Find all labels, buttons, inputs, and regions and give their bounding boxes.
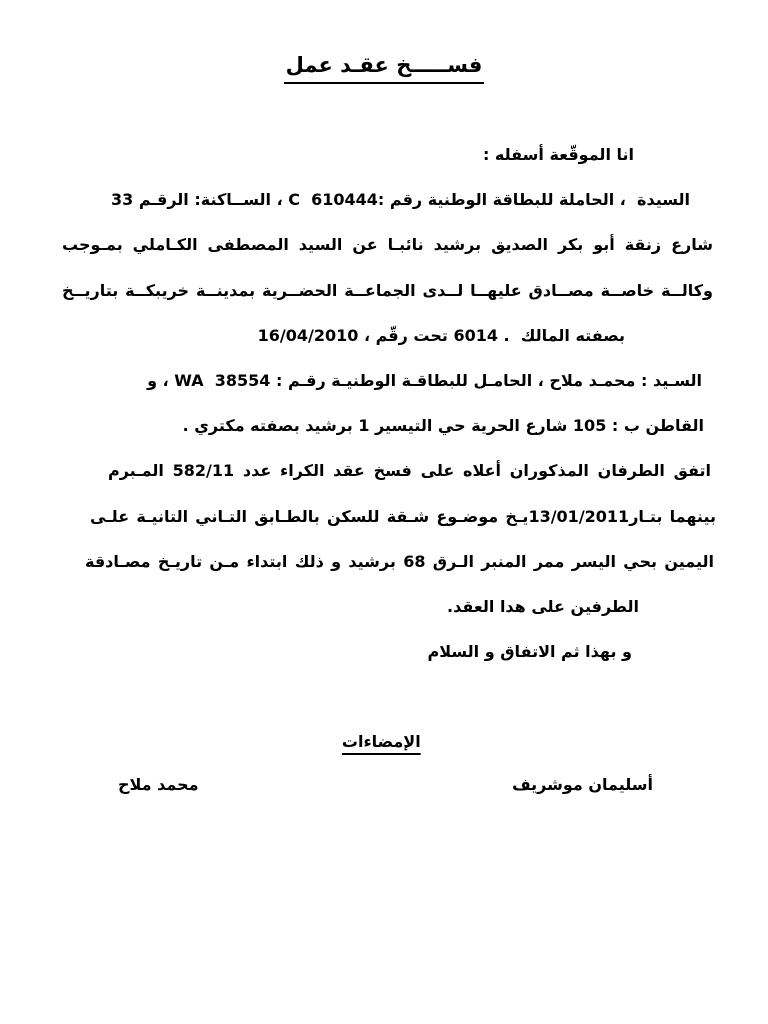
- document-title: [0, 53, 768, 84]
- tenant-paragraph-line-2: القاطن ب : 105 شارع الحرية حي التيسير 1 برشيد بصفته مكتري .: [182, 416, 704, 436]
- signatures-row: [0, 762, 768, 807]
- document-title-text: فســـــخ عقـد عمل: [284, 53, 485, 84]
- signature-name-left: محمد ملاح: [118, 775, 199, 794]
- agreement-paragraph-line-2: بينهما بتـار13/01/2011يـخ موضـوع شـقة للسكن بالطـابق التـاني التانيـة علـى: [90, 506, 717, 526]
- owner-paragraph-line-3: وكالــة خاصــة مصــادق عليهــا لــدى الجماعــة الحضــرية بمدينــة خريبكــة بتاريــخ: [62, 280, 713, 300]
- document-body: [0, 132, 768, 752]
- agreement-paragraph-line-3: اليمين بحي اليسر ممر المنبر الـرق 68 برشيد و ذلك ابتداء مـن تاريـخ مصـادقة: [85, 551, 715, 571]
- owner-paragraph-line-2: شارع زنقة أبو بكر الصديق برشيد نائبـا عن السيد المصطفى الكـاملي بمـوجب: [62, 235, 713, 255]
- intro-line: انا الموقّعة أسفله :: [482, 145, 634, 164]
- tenant-paragraph-line-1: السـيد : محمـد ملاح ، الحامـل للبطاقـة الوطنيـة رقـم : WA 38554 ، و: [147, 370, 702, 390]
- signatures-heading-text: الإمضاءات: [341, 732, 421, 752]
- owner-paragraph-line-1: السيدة ، الحاملة للبطاقة الوطنية رقم :C 610444 ، الســاكنة: الرقـم 33: [111, 190, 690, 210]
- agreement-paragraph-line-1: اتفق الطرفان المذكوران أعلاه على فسخ عقد الكراء عدد 582/11 المـبرم: [108, 461, 712, 481]
- agreement-paragraph-line-4: الطرفين على هدا العقد.: [447, 596, 639, 616]
- signatures-heading: [0, 674, 768, 752]
- owner-paragraph-line-4: بصفته المالك . 6014 تحت رقّم ، 16/04/2010: [257, 325, 625, 345]
- closing-line: و بهذا ثم الاتفاق و السلام: [427, 642, 632, 662]
- signature-name-right: أسليمان موشريف: [512, 775, 653, 794]
